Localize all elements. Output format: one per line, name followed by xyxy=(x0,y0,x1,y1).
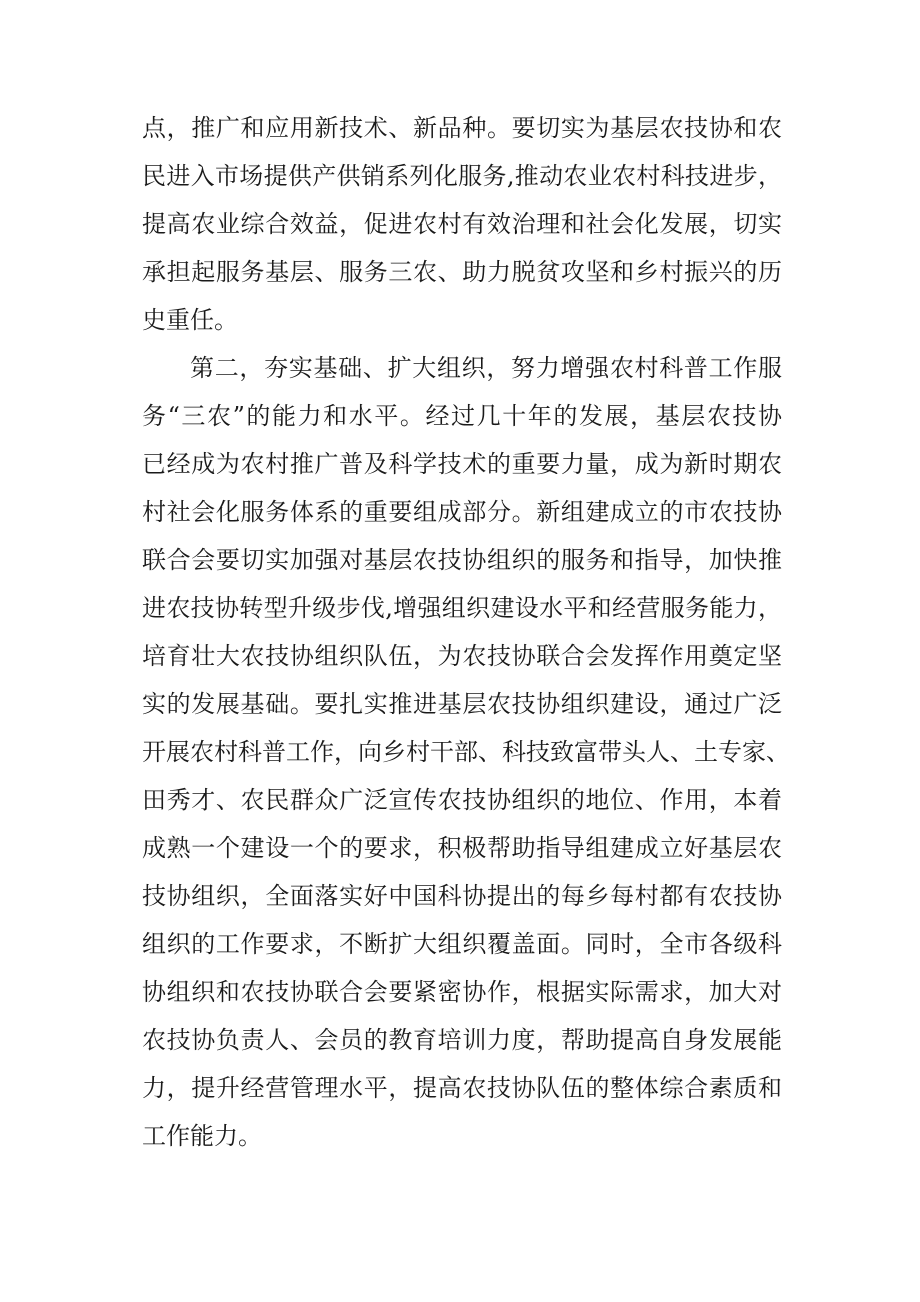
text-line: 点，推广和应用新技术、新品种。要切实为基层农技协和农 xyxy=(142,114,782,142)
text-line: 联合会要切实加强对基层农技协组织的服务和指导，加快推 xyxy=(142,546,782,574)
text-line: 工作能力。 xyxy=(142,1122,262,1150)
text-line: 培育壮大农技协组织队伍，为农技协联合会发挥作用奠定坚 xyxy=(142,642,782,670)
text-line: 协组织和农技协联合会要紧密协作，根据实际需求，加大对 xyxy=(142,978,782,1006)
document-body xyxy=(142,104,790,1160)
text-line: 村社会化服务体系的重要组成部分。新组建成立的市农技协 xyxy=(142,498,782,526)
text-line: 已经成为农村推广普及科学技术的重要力量，成为新时期农 xyxy=(142,450,782,478)
text-line: 承担起服务基层、服务三农、助力脱贫攻坚和乡村振兴的历 xyxy=(142,258,782,286)
paragraph-2 xyxy=(142,344,790,1160)
text-line: 务“三农”的能力和水平。经过几十年的发展，基层农技协 xyxy=(142,402,782,430)
text-line: 提高农业综合效益，促进农村有效治理和社会化发展，切实 xyxy=(142,210,782,238)
text-line: 民进入市场提供产供销系列化服务,推动农业农村科技进步， xyxy=(142,162,782,190)
text-line: 史重任。 xyxy=(142,306,238,334)
text-line: 开展农村科普工作，向乡村干部、科技致富带头人、土专家、 xyxy=(142,738,790,766)
text-line: 成熟一个建设一个的要求，积极帮助指导组建成立好基层农 xyxy=(142,834,782,862)
text-line: 第二，夯实基础、扩大组织，努力增强农村科普工作服 xyxy=(190,354,782,382)
text-line: 力，提升经营管理水平，提高农技协队伍的整体综合素质和 xyxy=(142,1074,782,1102)
paragraph-1 xyxy=(142,104,782,344)
text-line: 进农技协转型升级步伐,增强组织建设水平和经营服务能力， xyxy=(142,594,782,622)
text-line: 农技协负责人、会员的教育培训力度，帮助提高自身发展能 xyxy=(142,1026,782,1054)
text-line: 田秀才、农民群众广泛宣传农技协组织的地位、作用，本着 xyxy=(142,786,782,814)
text-line: 组织的工作要求，不断扩大组织覆盖面。同时，全市各级科 xyxy=(142,930,782,958)
text-line: 实的发展基础。要扎实推进基层农技协组织建设，通过广泛 xyxy=(142,690,782,718)
text-line: 技协组织，全面落实好中国科协提出的每乡每村都有农技协 xyxy=(142,882,782,910)
